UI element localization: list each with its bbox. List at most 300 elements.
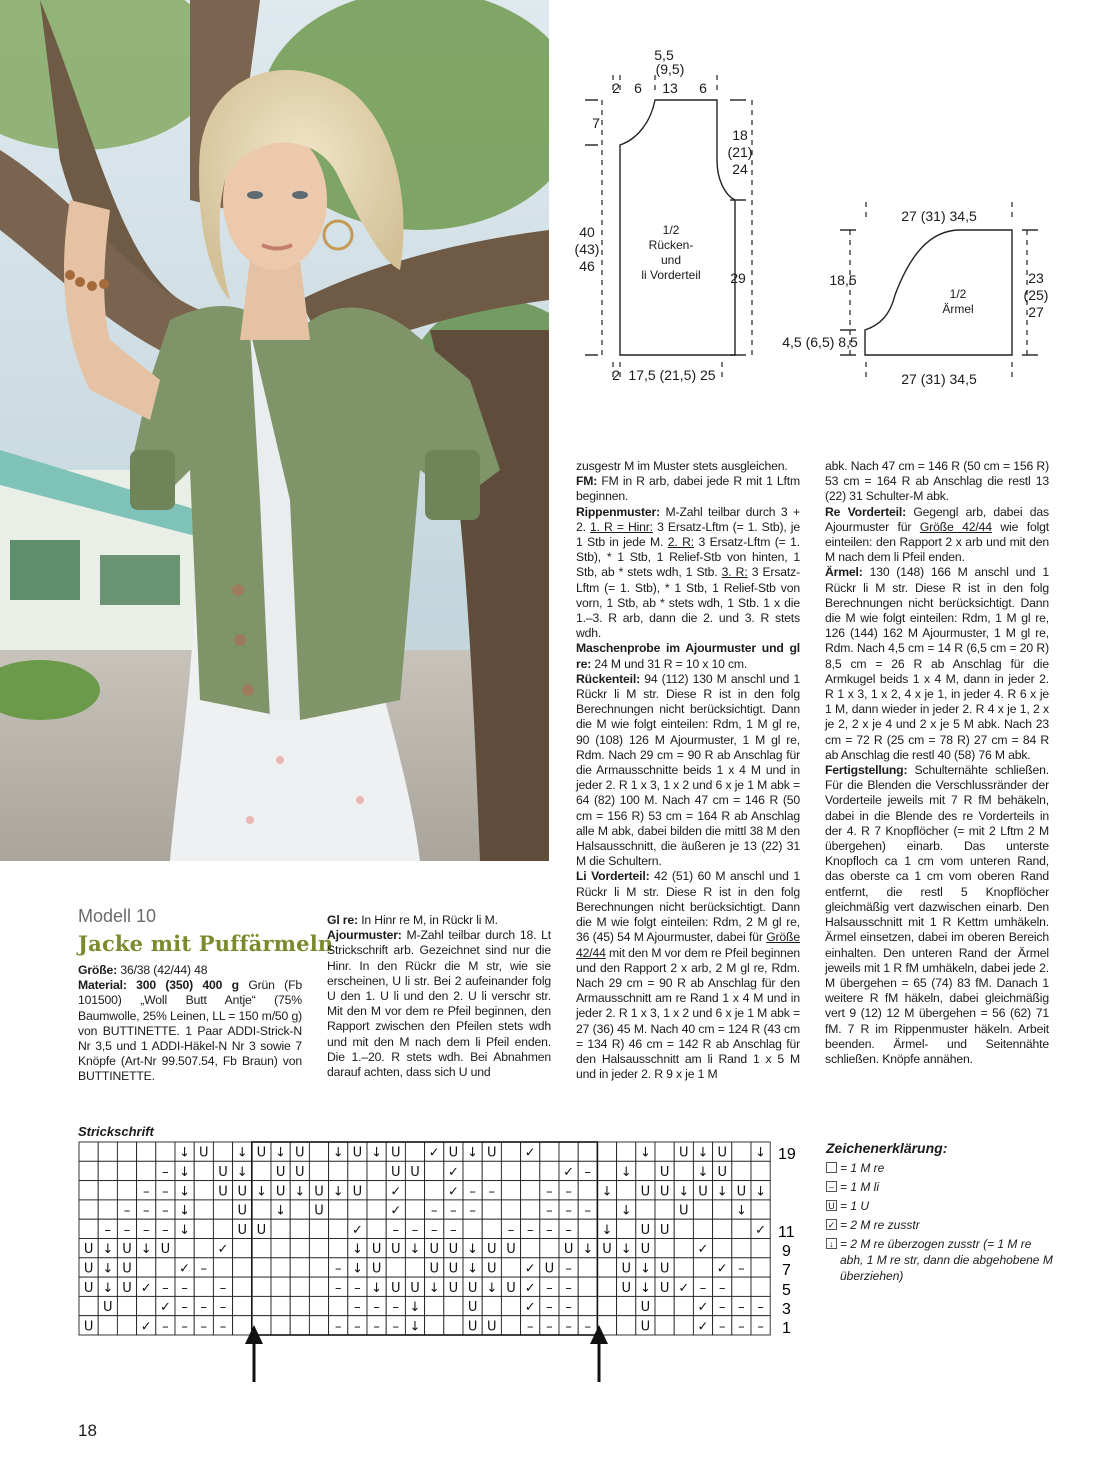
chart-cell	[501, 1200, 520, 1219]
chart-cell	[137, 1296, 156, 1315]
chart-symbol: ↓	[275, 1145, 287, 1161]
chart-symbol: –	[354, 1280, 361, 1296]
chart-symbol: ↓	[639, 1145, 651, 1161]
chart-symbol: ↓	[332, 1184, 344, 1200]
chart-symbol: ✓	[351, 1222, 363, 1238]
chart-symbol: ↓	[697, 1164, 709, 1180]
chart-symbol: ↓	[639, 1280, 651, 1296]
chart-symbol: ↓	[332, 1145, 344, 1161]
chart-symbol: –	[565, 1203, 572, 1219]
chart-cell	[194, 1277, 213, 1296]
chart-symbol: ✓	[390, 1203, 402, 1219]
chart-cell	[425, 1296, 444, 1315]
chart-symbol: –	[718, 1300, 726, 1316]
chart-symbol: ↓	[639, 1261, 651, 1277]
chart-symbol: –	[469, 1203, 476, 1219]
chart-symbol: –	[181, 1300, 188, 1316]
chart-symbol: ↓	[371, 1280, 383, 1296]
chart-cell	[674, 1258, 693, 1277]
chart-cell	[482, 1219, 501, 1238]
chart-symbol: U	[679, 1203, 689, 1219]
livt-text-1: 42 (51) 60 M anschl und 1 Rückr li M str. Diese R ist in den folg Berechnungen nicht berücksichtigt. Dann die M wie folgt einteilen: Rdm, 2 M gl re, 36 (45) 54 M Ajourmuster, dabei für	[576, 869, 800, 945]
chart-cell	[405, 1181, 424, 1200]
row-number-1: 1	[782, 1320, 791, 1337]
chart-cell	[444, 1296, 463, 1315]
sleeve-dim-top: 27 (31) 34,5	[901, 208, 977, 224]
aermel-label: Ärmel:	[825, 565, 863, 580]
chart-cell	[79, 1142, 98, 1161]
chart-symbol: ✓	[447, 1164, 459, 1180]
revt-size: Größe 42/44	[919, 519, 992, 534]
chart-cell	[309, 1316, 328, 1335]
chart-symbol: U	[717, 1145, 727, 1161]
chart-cell	[329, 1161, 348, 1180]
revt-text-2: wie folgt einteilen: den Rapport 2 x arb und mit den M nach dem li Pfeil enden.	[825, 519, 1049, 565]
chart-symbol: –	[142, 1203, 150, 1219]
chart-cell	[194, 1239, 213, 1258]
chart-cell	[252, 1161, 271, 1180]
body-dim-13: 13	[662, 80, 678, 96]
body-dim-neck-alt: (9,5)	[655, 61, 685, 77]
chart-symbol: U	[83, 1261, 94, 1277]
chart-symbol: –	[526, 1222, 534, 1238]
chart-cell	[674, 1239, 693, 1258]
chart-symbol: ✓	[217, 1242, 229, 1258]
chart-symbol: U	[83, 1242, 94, 1258]
chart-symbol: U	[352, 1184, 363, 1200]
chart-symbol: U	[640, 1184, 651, 1200]
chart-symbol: –	[507, 1222, 515, 1238]
chart-cell	[213, 1219, 232, 1238]
chart-symbol: –	[123, 1222, 131, 1238]
body-dim-24: 24	[732, 161, 748, 177]
chart-symbol: ✓	[524, 1261, 536, 1277]
body-dim-29: 29	[730, 270, 746, 286]
knit-symbol-icon	[826, 1162, 837, 1173]
chart-symbol: U	[487, 1261, 497, 1277]
chart-cell	[271, 1296, 290, 1315]
purl-symbol-icon: –	[826, 1181, 837, 1192]
size-value: 36/38 (42/44) 48	[120, 963, 208, 977]
chart-symbol: –	[546, 1222, 553, 1238]
legend-text-skp: = 2 M re überzogen zusstr (= 1 M re abh, 1 M re str, dann die abgehobene M überziehen)	[840, 1237, 1053, 1283]
chart-symbol: ↓	[697, 1145, 709, 1161]
chart-symbol: U	[391, 1145, 401, 1161]
chart-cell	[732, 1277, 751, 1296]
chart-symbol: U	[237, 1203, 247, 1219]
chart-cell	[655, 1239, 674, 1258]
text-column-4	[825, 459, 1049, 1067]
schematic-diagrams	[560, 40, 1100, 450]
chart-symbol: U	[410, 1280, 420, 1296]
chart-row-numbers	[778, 1146, 796, 1337]
chart-symbol: U	[659, 1184, 670, 1200]
chart-cell	[578, 1258, 597, 1277]
chart-symbol: ↓	[678, 1184, 690, 1200]
chart-cell	[213, 1258, 232, 1277]
chart-symbol: U	[275, 1164, 286, 1180]
chart-cell	[290, 1219, 309, 1238]
chart-symbol: U	[314, 1184, 324, 1200]
chart-cell	[425, 1161, 444, 1180]
chart-symbol: U	[602, 1242, 612, 1258]
chart-cell	[597, 1296, 616, 1315]
chart-cell	[540, 1239, 559, 1258]
chart-cell	[732, 1239, 751, 1258]
chart-symbol: –	[757, 1319, 764, 1335]
legend-item-yarnover	[826, 1198, 1056, 1214]
chart-symbol: –	[354, 1300, 361, 1316]
chart-cell	[578, 1277, 597, 1296]
chart-symbol: –	[373, 1319, 380, 1335]
chart-cell	[309, 1142, 328, 1161]
row-number-11: 11	[778, 1224, 795, 1241]
livt-size: Größe 42/44	[576, 930, 800, 960]
chart-symbol: U	[487, 1242, 497, 1258]
chart-cell	[674, 1296, 693, 1315]
chart-cell	[156, 1258, 175, 1277]
chart-cell	[367, 1161, 386, 1180]
chart-cell	[578, 1296, 597, 1315]
page-number: 18	[78, 1421, 97, 1440]
chart-symbol: ✓	[140, 1319, 152, 1335]
chart-symbol: U	[467, 1300, 478, 1316]
chart-cell	[405, 1142, 424, 1161]
chart-cell	[137, 1161, 156, 1180]
chart-symbol: ↓	[601, 1184, 613, 1200]
chart-symbol: ✓	[678, 1280, 690, 1296]
chart-symbol: –	[565, 1222, 572, 1238]
chart-symbol: –	[584, 1319, 592, 1335]
chart-symbol: –	[162, 1280, 169, 1296]
chart-symbol: ↓	[255, 1184, 267, 1200]
legend-item-knit	[826, 1160, 1056, 1176]
chart-cell	[425, 1316, 444, 1335]
chart-symbol: U	[467, 1280, 478, 1296]
chart-grid	[79, 1142, 770, 1335]
chart-symbol: U	[506, 1242, 516, 1258]
ajour-text: M-Zahl teilbar durch 18. Lt Strickschrift arb. Gezeichnet sind nur die Hinr. In den Rückr die M str, wie sie erscheinen, U li str. Bei 2 aufeinander folg U den 1. U li und den 2. U li verschr str. Mit den M vor dem re Pfeil beginnen, den Rapport zwischen den Pfeilen stets wdh und mit den M nach dem li Pfeil enden. Die 1.–20. R stets wdh. Bei Abnahmen darauf achten, dass sich U und	[327, 928, 551, 1080]
chart-symbol: U	[410, 1164, 420, 1180]
rippen-row-1: 1. R = Hinr:	[590, 519, 653, 534]
chart-symbol: ✓	[563, 1164, 575, 1180]
text-column-2	[327, 913, 551, 1080]
body-dim-neck: 5,5	[654, 47, 674, 63]
chart-cell	[233, 1277, 252, 1296]
chart-symbol: ↓	[275, 1203, 287, 1219]
chart-symbol: –	[584, 1203, 592, 1219]
chart-cell	[636, 1200, 655, 1219]
chart-symbol: ↓	[140, 1242, 152, 1258]
chart-cell	[617, 1181, 636, 1200]
probe-text: 24 M und 31 R = 10 x 10 cm.	[594, 656, 748, 671]
chart-symbol: –	[546, 1280, 553, 1296]
sleeve-dim-27: 27	[1028, 304, 1044, 320]
chart-cell	[194, 1161, 213, 1180]
chart-symbol: –	[738, 1261, 745, 1277]
chart-symbol: ✓	[524, 1300, 536, 1316]
chart-symbol: –	[565, 1261, 572, 1277]
chart-cell	[540, 1142, 559, 1161]
chart-symbol: U	[659, 1164, 670, 1180]
chart-symbol: –	[142, 1184, 150, 1200]
chart-cell	[98, 1181, 117, 1200]
chart-cell	[751, 1277, 770, 1296]
chart-cell	[175, 1239, 194, 1258]
chart-symbol: ↓	[409, 1319, 421, 1335]
text-column-3	[576, 459, 800, 1082]
chart-cell	[252, 1200, 271, 1219]
chart-symbol: –	[584, 1164, 592, 1180]
chart-symbol: U	[563, 1242, 574, 1258]
chart-cell	[233, 1258, 252, 1277]
schematic-svg	[560, 40, 1100, 450]
chart-symbol: U	[314, 1203, 324, 1219]
chart-cell	[674, 1219, 693, 1238]
chart-symbol: ↓	[620, 1164, 632, 1180]
chart-cell	[98, 1316, 117, 1335]
chart-symbol: U	[429, 1261, 439, 1277]
livt-label: Li Vorderteil:	[576, 869, 650, 884]
chart-symbol: ↓	[582, 1242, 594, 1258]
rippen-row-3: 3. R:	[721, 565, 748, 580]
chart-symbol: U	[448, 1280, 459, 1296]
chart-cell	[501, 1181, 520, 1200]
chart-symbol: –	[334, 1261, 342, 1277]
chart-symbol: –	[546, 1300, 553, 1316]
chart-cell	[617, 1316, 636, 1335]
chart-symbol: –	[757, 1300, 764, 1316]
chart-symbol: U	[429, 1242, 439, 1258]
chart-symbol: –	[181, 1319, 188, 1335]
col4-cont-text: abk. Nach 47 cm = 146 R (50 cm = 156 R) 53 cm = 164 R ab Anschlag die restl 13 (22) 31 Schulter-M abk.	[825, 459, 1049, 504]
chart-symbol: –	[162, 1164, 169, 1180]
chart-cell	[578, 1142, 597, 1161]
legend-item-skp	[826, 1236, 1056, 1284]
chart-cell	[329, 1219, 348, 1238]
row-number-5: 5	[782, 1282, 791, 1299]
chart-cell	[137, 1258, 156, 1277]
chart-symbol: –	[430, 1203, 438, 1219]
chart-symbol: –	[546, 1203, 553, 1219]
chart-symbol: ↓	[179, 1203, 191, 1219]
chart-symbol: –	[411, 1222, 419, 1238]
chart-symbol: –	[738, 1300, 745, 1316]
chart-cell	[636, 1161, 655, 1180]
chart-symbol: ↓	[102, 1261, 114, 1277]
chart-symbol: –	[565, 1319, 572, 1335]
chart-cell	[367, 1200, 386, 1219]
chart-cell	[597, 1200, 616, 1219]
chart-symbol: U	[103, 1300, 113, 1316]
chart-cell	[79, 1219, 98, 1238]
chart-cell	[348, 1161, 367, 1180]
chart-symbol: –	[104, 1222, 112, 1238]
chart-cell	[597, 1161, 616, 1180]
chart-symbol: U	[391, 1242, 401, 1258]
body-dim-2: 2	[612, 80, 620, 96]
chart-cell	[713, 1239, 732, 1258]
chart-symbol: ↓	[371, 1145, 383, 1161]
chart-cell	[117, 1296, 136, 1315]
chart-cell	[482, 1161, 501, 1180]
chart-symbol: –	[334, 1319, 342, 1335]
sleeve-label-aermel: Ärmel	[942, 302, 974, 316]
size-label: Größe:	[78, 963, 118, 977]
chart-cell	[98, 1161, 117, 1180]
chart-symbol: U	[237, 1222, 247, 1238]
chart-symbol: –	[430, 1222, 438, 1238]
chart-symbol: –	[200, 1300, 208, 1316]
chart-symbol: U	[621, 1280, 631, 1296]
chart-symbol: ↓	[755, 1145, 767, 1161]
chart-cell	[732, 1161, 751, 1180]
chart-symbol: –	[200, 1319, 208, 1335]
chart-symbol: ✓	[697, 1300, 709, 1316]
rippen-label: Rippenmuster:	[576, 504, 661, 519]
chart-symbol: ✓	[524, 1145, 536, 1161]
aermel-text: 130 (148) 166 M anschl und 1 Rückr li M str. Diese R ist in den folg Berechnungen nicht berücksichtigt. Dann die M wie folgt einteilen: Rdm, 1 M gl re, 126 (144) 162 M Ajourmuster, 1 M gl re, Rdm. Nach 4,5 cm = 14 R (6,5 cm = 20 R) 8,5 cm = 26 R ab Anschlag für die Armkugel beids 1 x 4 M, dann in jeder 2. R 1 x 3, 1 x 2, 4 x je 1, in jeder 4. R 6 x je 1 M, dann wieder in jeder 2. R 4 x je 1, 2 x je 2, 2 x je 4 und 2 x je 5 M abk. Nach 23 cm = 72 R (25 cm = 78 R) 27 cm = 84 R ab Anschlag die restl 40 (58) 76 M abk.	[825, 565, 1049, 762]
sleeve-label-half: 1/2	[949, 287, 967, 301]
chart-symbol: U	[640, 1319, 651, 1335]
chart-title: Strickschrift	[78, 1124, 154, 1139]
chart-cell	[559, 1142, 578, 1161]
sleeve-dim-18-5: 18,5	[829, 272, 857, 288]
livt-text-2: mit den M vor dem re Pfeil beginnen und den Rapport 2 x arb, 2 M gl re, Rdm. Nach 29 cm = 90 R ab Anschlag für den Armausschnitt am re Rand 1 x 4 M und in jeder 2. R 1 x 3, 1 x 2 und 6 x je 1 M abk = 27 (36) 45 M. Nach 40 cm = 124 R (43 cm = 134 R) 46 cm = 142 R ab Anschlag für den Halsausschnitt am li Rand 1 x 5 M und in jeder 2. R 9 x je 1 M	[576, 945, 800, 1082]
chart-cell	[79, 1181, 98, 1200]
body-dim-bottom-width: 17,5 (21,5) 25	[628, 367, 716, 383]
chart-cell	[156, 1142, 175, 1161]
body-dim-6-right: 6	[699, 80, 707, 96]
chart-symbol: ↓	[236, 1145, 248, 1161]
row-number-3: 3	[782, 1301, 791, 1318]
chart-cell	[271, 1239, 290, 1258]
chart-cell	[137, 1142, 156, 1161]
chart-symbol: –	[162, 1184, 169, 1200]
chart-symbol: U	[122, 1280, 132, 1296]
chart-symbol: U	[698, 1184, 708, 1200]
chart-symbol: U	[448, 1261, 459, 1277]
body-dim-7: 7	[592, 115, 600, 131]
chart-symbol: U	[295, 1164, 305, 1180]
chart-cell	[194, 1219, 213, 1238]
revt-text-1: Gegengl arb, dabei das Ajourmuster für	[825, 504, 1049, 534]
chart-symbol: U	[371, 1242, 382, 1258]
chart-symbol: ↓	[179, 1145, 191, 1161]
chart-symbol: U	[487, 1145, 497, 1161]
chart-symbol: –	[392, 1319, 400, 1335]
chart-cell	[617, 1296, 636, 1315]
chart-cell	[655, 1142, 674, 1161]
chart-cell	[482, 1200, 501, 1219]
legend-text-k2tog: = 2 M re zusstr	[840, 1218, 920, 1232]
chart-cell	[271, 1258, 290, 1277]
chart-symbol: U	[275, 1184, 286, 1200]
body-label-vorderteil: li Vorderteil	[641, 268, 701, 282]
probe-label: Maschenprobe im Ajourmuster und gl re:	[576, 641, 800, 671]
chart-symbol: U	[467, 1319, 478, 1335]
chart-cell	[252, 1258, 271, 1277]
chart-cell	[501, 1142, 520, 1161]
chart-symbol: U	[371, 1261, 382, 1277]
chart-cell	[79, 1296, 98, 1315]
sleeve-dim-25: (25)	[1023, 287, 1049, 303]
chart-symbol: ↓	[409, 1300, 421, 1316]
chart-cell	[271, 1277, 290, 1296]
model-photo-illustration	[0, 0, 549, 861]
chart-symbol: U	[736, 1184, 747, 1200]
chart-symbol: –	[354, 1319, 361, 1335]
chart-symbol: –	[219, 1300, 227, 1316]
chart-symbol: U	[295, 1145, 305, 1161]
row-number-7: 7	[782, 1262, 791, 1279]
chart-cell	[271, 1316, 290, 1335]
chart-symbol: U	[448, 1242, 459, 1258]
chart-cell	[309, 1277, 328, 1296]
rippen-text-3: 3 Ersatz-Lftm (= 1. Stb), * 1 Stb, 1 Relief-Stb von hinten, 1 Stb, ab * stets wdh, 1 Stb.	[576, 535, 800, 580]
chart-cell	[290, 1258, 309, 1277]
chart-symbol: –	[450, 1203, 457, 1219]
chart-legend	[826, 1140, 1056, 1287]
glre-text: In Hinr re M, in Rückr li M.	[361, 913, 498, 927]
chart-symbol: U	[352, 1145, 363, 1161]
ruecken-label: Rückenteil:	[576, 671, 641, 686]
row-number-19: 19	[778, 1146, 796, 1163]
chart-cell	[501, 1258, 520, 1277]
chart-cell	[290, 1296, 309, 1315]
chart-cell	[271, 1219, 290, 1238]
chart-symbol: U	[122, 1261, 132, 1277]
chart-cell	[233, 1239, 252, 1258]
legend-text-knit: = 1 M re	[840, 1161, 885, 1175]
chart-cell	[117, 1142, 136, 1161]
chart-cell	[405, 1200, 424, 1219]
chart-cell	[79, 1200, 98, 1219]
chart-symbol: ↓	[351, 1242, 363, 1258]
legend-text-purl: = 1 M li	[840, 1180, 880, 1194]
chart-symbol: U	[679, 1145, 689, 1161]
chart-cell	[444, 1316, 463, 1335]
chart-symbol: ↓	[467, 1242, 479, 1258]
chart-symbol: U	[237, 1184, 247, 1200]
chart-cell	[309, 1258, 328, 1277]
chart-cell	[521, 1200, 540, 1219]
chart-cell	[213, 1200, 232, 1219]
chart-cell	[713, 1200, 732, 1219]
chart-symbol: –	[162, 1222, 169, 1238]
chart-symbol: U	[122, 1242, 132, 1258]
chart-symbol: U	[160, 1242, 171, 1258]
body-dim-bottom-2: 2	[612, 367, 620, 383]
chart-symbol: –	[565, 1280, 572, 1296]
chart-symbol: ↓	[179, 1222, 191, 1238]
chart-cell	[425, 1181, 444, 1200]
chart-cell	[309, 1239, 328, 1258]
chart-cell	[597, 1142, 616, 1161]
sleeve-dim-23: 23	[1028, 270, 1044, 286]
legend-item-purl	[826, 1179, 1056, 1195]
body-schematic	[575, 47, 753, 383]
chart-cell	[117, 1181, 136, 1200]
chart-symbol: U	[544, 1261, 555, 1277]
body-label-und: und	[660, 253, 682, 267]
material-label: Material: 300 (350) 400 g	[78, 978, 239, 993]
chart-symbol: –	[392, 1300, 400, 1316]
chart-cell	[233, 1316, 252, 1335]
chart-cell	[578, 1219, 597, 1238]
chart-symbol: –	[718, 1319, 726, 1335]
rippen-text-1: M-Zahl teilbar durch 3 + 2.	[576, 504, 800, 534]
